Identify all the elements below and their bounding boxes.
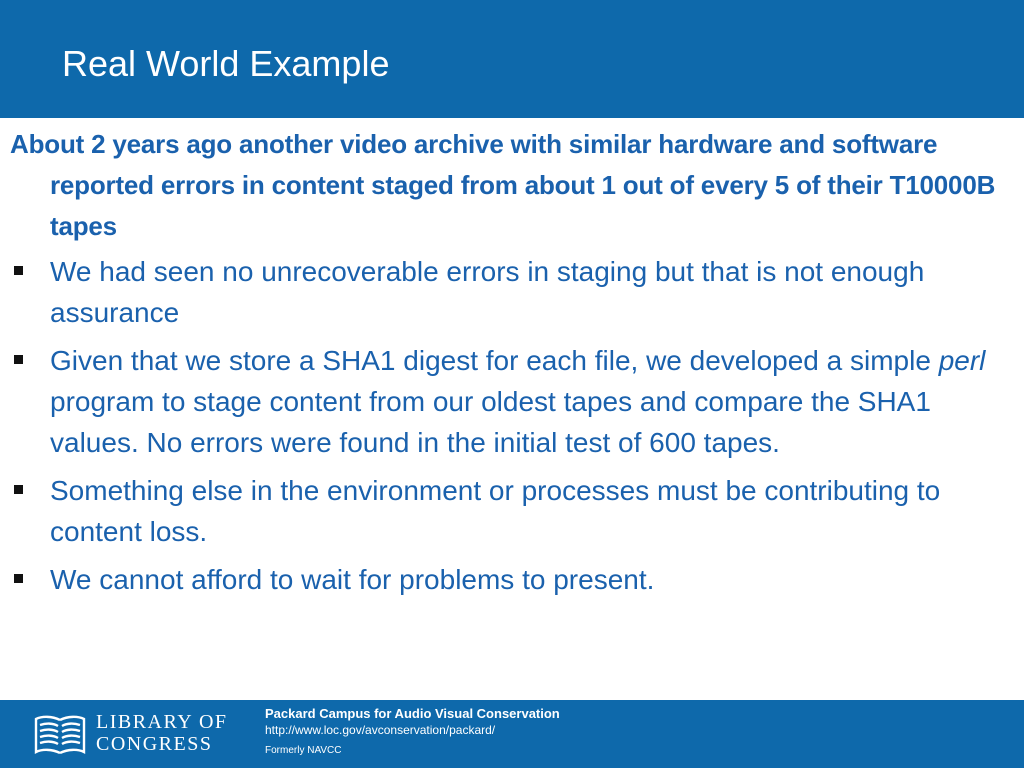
footer-info (265, 706, 560, 758)
library-of-congress-logo (34, 710, 234, 758)
bullet-text-before: Given that we store a SHA1 digest for each file, we developed a simple (50, 345, 939, 376)
square-bullet-icon (14, 266, 23, 275)
bullet-emphasis: perl (938, 345, 986, 376)
bullet-text: We had seen no unrecoverable errors in staging but that is not enough assurance (50, 256, 925, 328)
bullet-text: We cannot afford to wait for problems to present. (50, 564, 655, 595)
bullet-item (0, 559, 1000, 600)
bullet-item (0, 251, 1000, 333)
bullet-text-after: program to stage content from our oldest tapes and compare the SHA1 values. No errors were found in the initial test of 600 tapes. (50, 386, 931, 458)
footer-url[interactable]: http://www.loc.gov/avconservation/packard/ (265, 723, 496, 737)
bullet-text: Something else in the environment or processes must be contributing to content loss. (50, 475, 941, 547)
library-of-congress-book-icon (34, 714, 86, 754)
slide-footer (0, 700, 1024, 768)
square-bullet-icon (14, 485, 23, 494)
footer-formerly: Formerly NAVCC (265, 745, 342, 756)
lead-paragraph: About 2 years ago another video archive with similar hardware and software reported errors in content staged from about 1 out of every 5 of their T10000B tapes (10, 129, 996, 241)
logo-line-1: LIBRARY OF (96, 711, 228, 733)
square-bullet-icon (14, 355, 23, 364)
bullet-item (0, 470, 1000, 552)
logo-wordmark (96, 711, 228, 755)
logo-line-2: CONGRESS (96, 733, 213, 755)
slide-title: Real World Example (62, 43, 390, 84)
footer-organization: Packard Campus for Audio Visual Conservation (265, 706, 560, 721)
square-bullet-icon (14, 574, 23, 583)
slide-header (0, 0, 1024, 118)
slide-content (0, 124, 1024, 607)
bullet-item (0, 340, 1000, 463)
bullet-list (0, 251, 1024, 600)
